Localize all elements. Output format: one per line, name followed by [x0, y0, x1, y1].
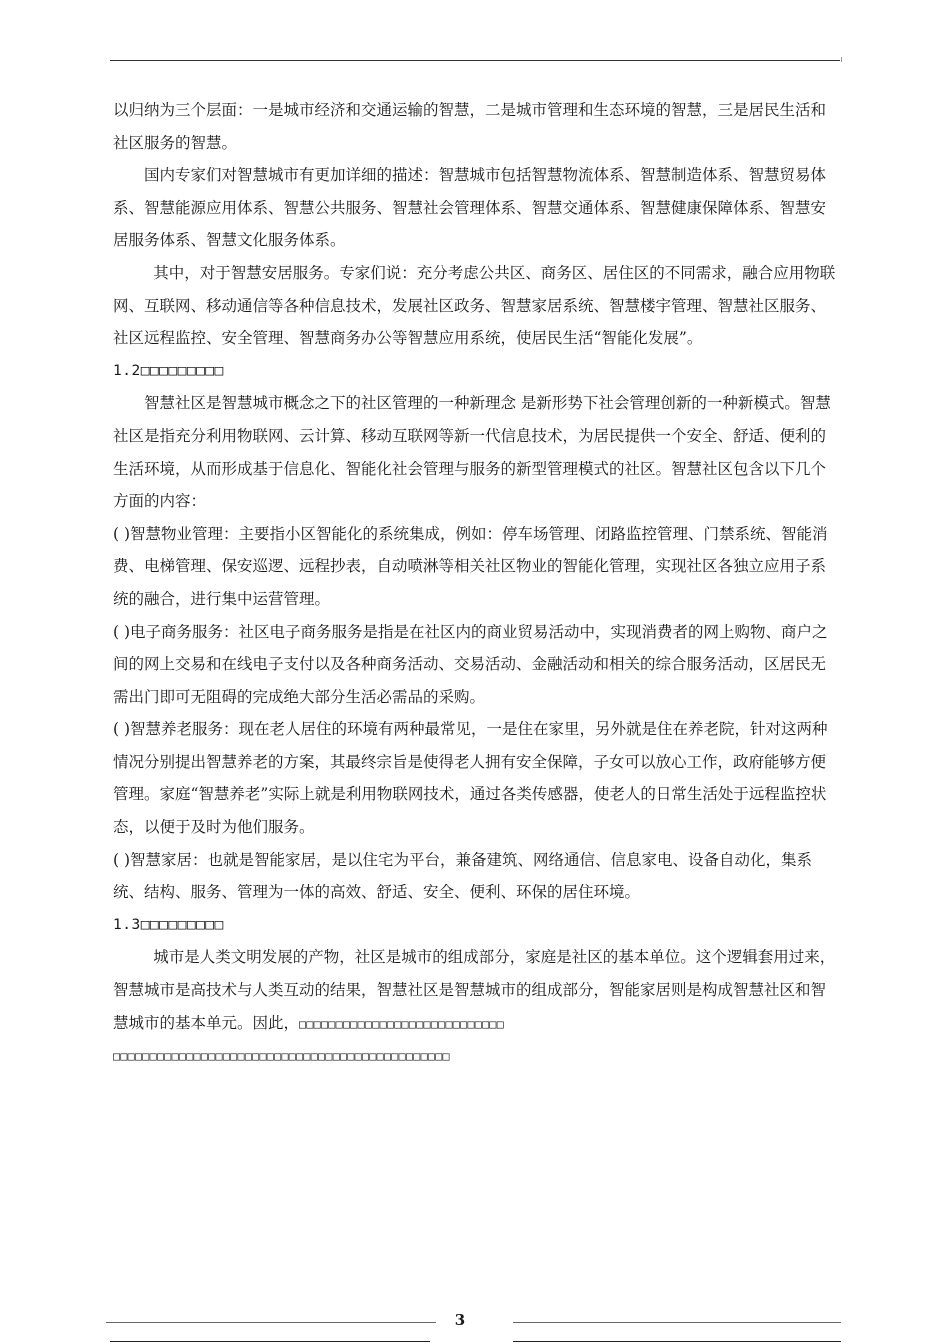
paragraph-city-community-home-text: 城市是人类文明发展的产物，社区是城市的组成部分，家庭是社区的基本单位。这个逻辑套用过来，智慧城市是高技术与人类互动的结果，智慧社区是智慧城市的组成部分，智能家居则是构成智慧社区和智慧城市的基本单元。因此， — [113, 948, 836, 1032]
paragraph-smart-housing: 其中，对于智慧安居服务。专家们说：充分考虑公共区、商务区、居住区的不同需求，融合应用物联网、互联网、移动通信等各种信息技术，发展社区政务、智慧家居系统、智慧楼宇管理、智慧社区服务、社区远程监控、安全管理、智慧商务办公等智慧应用系统，使居民生活“智能化发展”。 — [113, 263, 836, 348]
document-body — [113, 94, 841, 1073]
section-heading-1-2: 1.2□□□□□□□□□ — [113, 362, 224, 379]
footer-bottom-rule-left — [110, 1341, 430, 1342]
list-item-elderly-care: ( )智慧养老服务：现在老人居住的环境有两种最常见，一是住在家里，另外就是住在养老院，针对这两种情况分别提出智慧养老的方案，其最终宗旨是使得老人拥有安全保障，子女可以放心工作，政府能够方便管理。家庭“智慧养老”实际上就是利用物联网技术，通过各类传感器，使老人的日常生活处于远程监控状态，以便于及时为他们服务。 — [113, 720, 828, 837]
list-item-ecommerce: ( )电子商务服务：社区电子商务服务是指是在社区内的商业贸易活动中，实现消费者的网上购物、商户之间的网上交易和在线电子支付以及各种商务活动、交易活动、金融活动和相关的综合服务活动，区居民无需出门即可无阻碍的完成绝大部分生活必需品的采购。 — [113, 622, 828, 706]
paragraph-intro-continued: 以归纳为三个层面：一是城市经济和交通运输的智慧，二是城市管理和生态环境的智慧，三是居民生活和社区服务的智慧。 — [113, 101, 827, 152]
paragraph-experts-description: 国内专家们对智慧城市有更加详细的描述：智慧城市包括智慧物流体系、智慧制造体系、智慧贸易体系、智慧能源应用体系、智慧公共服务、智慧社会管理体系、智慧交通体系、智慧健康保障体系、智慧安居服务体系、智慧文化服务体系。 — [113, 166, 827, 250]
paragraph-smart-community: 智慧社区是智慧城市概念之下的社区管理的一种新理念 是新形势下社会管理创新的一种新模式。智慧社区是指充分利用物联网、云计算、移动互联网等新一代信息技术，为居民提供一个安全、舒适、便利的生活环境，从而形成基于信息化、智能化社会管理与服务的新型管理模式的社区。智慧社区包含以下几个方面的内容： — [113, 394, 831, 511]
list-item-property-management: ( )智慧物业管理：主要指小区智能化的系统集成，例如：停车场管理、闭路监控管理、门禁系统、智能消费、电梯管理、保安巡逻、远程抄表，自动喷淋等相关社区物业的智能化管理，实现社区各独立应用子系统的融合，进行集中运营管理。 — [113, 524, 828, 608]
header-rule-tick — [841, 57, 842, 62]
section-heading-1-3: 1.3□□□□□□□□□ — [113, 916, 224, 933]
garbled-text-line: □□□□□□□□□□□□□□□□□□□□□□□□□□□□□□□□□□□□□□□□□□□□□□ — [113, 1049, 450, 1064]
list-item-smart-home: ( )智慧家居：也就是智能家居，是以住宅为平台，兼备建筑、网络通信、信息家电、设备自动化，集系统、结构、服务、管理为一体的高效、舒适、安全、便利、环保的居住环境。 — [113, 850, 813, 902]
footer-bottom-rule-right — [513, 1341, 841, 1342]
page-number: 3 — [454, 1311, 466, 1329]
footer-rule-left — [106, 1322, 436, 1323]
garbled-text: □□□□□□□□□□□□□□□□□□□□□□□□□□□□ — [299, 1016, 505, 1031]
paragraph-city-community-home — [113, 941, 841, 1040]
header-rule — [110, 60, 840, 61]
footer-rule-right — [513, 1322, 841, 1323]
